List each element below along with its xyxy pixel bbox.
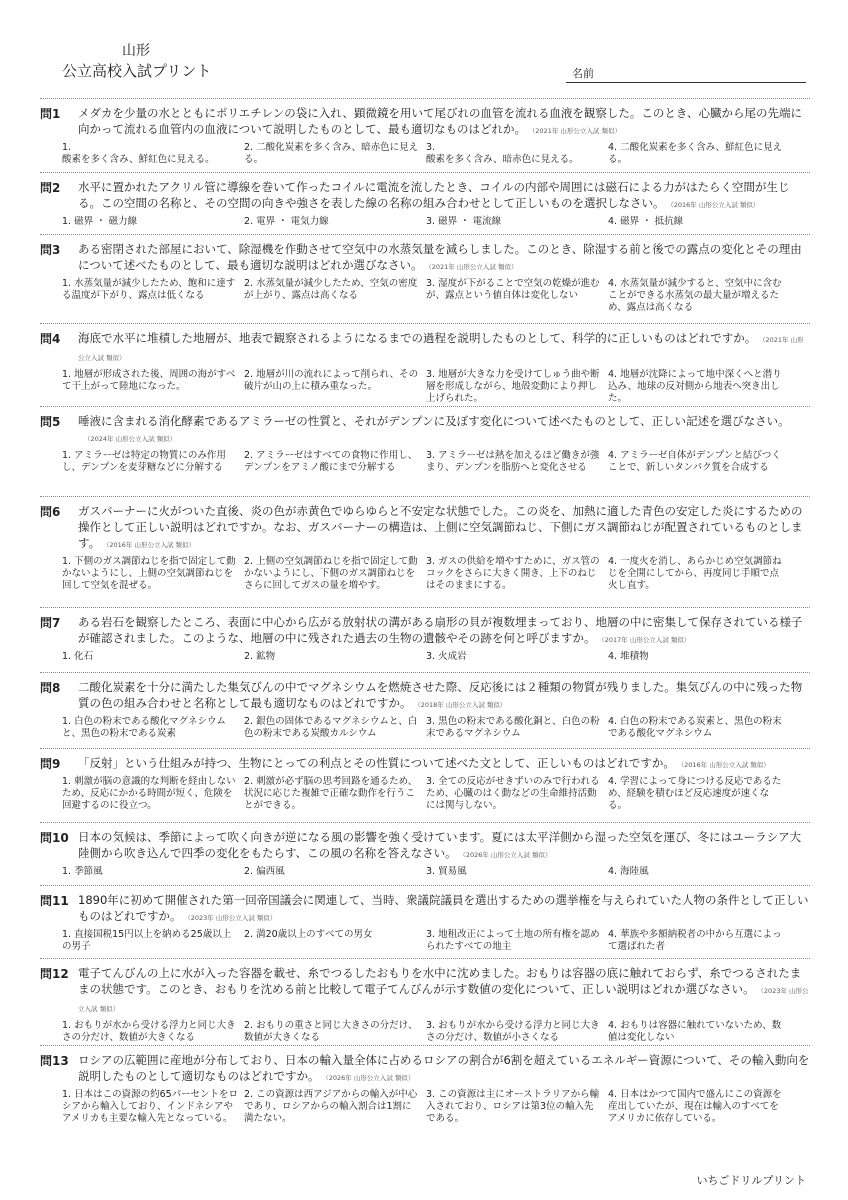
question-block xyxy=(40,323,810,405)
question-source: （2026年 山形公立入試 類似） xyxy=(462,851,552,859)
answer-choice[interactable]: 2. この資源は西アジアからの輸入が中心であり、ロシアからの輸入割合は1割に満たない。 xyxy=(244,1089,418,1124)
question-source: （2018年 山形公立入試 類似） xyxy=(417,701,507,709)
question-body: 「反射」という仕組みが持つ、生物にとっての利点とその性質について述べた文として、正しいものはどれですか。 xyxy=(78,756,675,770)
answer-choice[interactable]: 2. 銀色の固体であるマグネシウムと、白色の粉末である炭酸カルシウム xyxy=(244,716,418,739)
answer-choice[interactable]: 1. 下側のガス調節ねじを指で固定して動かないようにし、上側の空気調節ねじを回して空気を混ぜる。 xyxy=(62,556,236,591)
answer-choice[interactable]: 2. 地層が川の流れによって削られ、その破片が山の上に積み重なった。 xyxy=(244,369,419,392)
question-block xyxy=(40,672,810,740)
answer-choice[interactable]: 4. 華族や多額納税者の中から互選によって選ばれた者 xyxy=(608,929,782,952)
question-number: 問1 xyxy=(40,107,61,121)
answer-choice[interactable]: 2. 偏西風 xyxy=(244,866,285,877)
question-source: （2021年 山形公立入試 類似） xyxy=(532,127,621,135)
answer-choice[interactable]: 1. 刺激が脳の意識的な判断を経由しないため、反応にかかる時間が短く、危険を回避するのに役立つ。 xyxy=(62,776,236,811)
question-text xyxy=(78,330,810,366)
answer-choice[interactable]: 1. 日本はこの資源の約65パーセントをロシアから輸入しており、インドネシアやアメリカも主要な輸入先となっている。 xyxy=(62,1089,238,1124)
answer-choice[interactable]: 2. 鉱物 xyxy=(244,651,276,662)
answer-choice[interactable]: 2. 満20歳以上のすべての男女 xyxy=(244,929,373,940)
answer-choice[interactable]: 4. 日本はかつて国内で盛んにこの資源を産出していたが、現在は輸入のすべてをアメリカに依存している。 xyxy=(608,1089,782,1124)
question-number: 問7 xyxy=(40,616,61,630)
answer-choice[interactable]: 1. 白色の粉末である酸化マグネシウムと、黒色の粉末である炭素 xyxy=(62,716,226,739)
question-text xyxy=(78,1052,810,1086)
question-text xyxy=(78,679,810,713)
answer-choice[interactable]: 4. 堆積物 xyxy=(608,651,649,662)
question-number: 問12 xyxy=(40,967,69,981)
question-number: 問8 xyxy=(40,681,61,695)
choice-row xyxy=(62,556,810,592)
question-source: （2023年 山形公立入試 類似） xyxy=(187,914,277,922)
choice-row xyxy=(62,929,810,953)
answer-choice[interactable]: 1. 地層が形成された後、周囲の海がすべて干上がって陸地になった。 xyxy=(62,369,236,392)
answer-choice[interactable]: 1. 化石 xyxy=(62,651,94,662)
question-number: 問2 xyxy=(40,181,61,195)
answer-choice[interactable]: 3. 地層が大きな力を受けてしゅう曲や断層を形成しながら、地殻変動により押し上げられた。 xyxy=(426,369,600,404)
question-number: 問9 xyxy=(40,757,61,771)
answer-choice[interactable]: 3. 磁界 ・ 電流線 xyxy=(426,216,502,227)
answer-choice[interactable]: 3. 湿度が下がることで空気の乾燥が進むが、露点という値自体は変化しない xyxy=(426,278,600,301)
question-text xyxy=(78,413,810,447)
answer-choice[interactable]: 2. 刺激が必ず脳の思考回路を通るため、状況に応じた複雑で正確な動作を行うことができる。 xyxy=(244,776,418,811)
question-source: （2017年 山形公立入試 類似） xyxy=(601,636,691,644)
question-text xyxy=(78,892,810,926)
question-number: 問13 xyxy=(40,1054,69,1068)
question-body: 日本の気候は、季節によって吹く向きが逆になる風の影響を強く受けています。夏には太平洋側から湿った空気を運び、冬にはユーラシア大陸側から吹き込んで四季の変化をもたらす、この風の名称を答えなさい。 xyxy=(78,830,802,860)
answer-choice[interactable]: 4. アミラーゼ自体がデンプンと結びつくことで、新しいタンパク質を合成する xyxy=(608,450,781,473)
answer-choice[interactable]: 4. 二酸化炭素を多く含み、鮮紅色に見える。 xyxy=(608,142,783,165)
answer-choice[interactable]: 4. 一度火を消し、あらかじめ空気調節ねじを全開にしてから、再度同じ手順で点火し直す。 xyxy=(608,556,782,591)
name-label: 名前 xyxy=(572,67,594,80)
question-number: 問10 xyxy=(40,831,69,845)
answer-choice[interactable]: 3. おもりが水から受ける浮力と同じ大きさの分だけ、数値が小さくなる xyxy=(426,1020,600,1043)
answer-choice[interactable]: 2. 電界 ・ 電気力線 xyxy=(244,216,329,227)
question-number: 問11 xyxy=(40,894,69,908)
answer-choice[interactable]: 2. アミラーゼはすべての食物に作用し、デンプンをアミノ酸にまで分解する xyxy=(244,450,418,473)
answer-choice[interactable]: 3. ガスの供給を増やすために、ガス管のコックをさらに大きく開き、上下のねじはそのままにする。 xyxy=(426,556,600,591)
question-block xyxy=(40,748,810,812)
choice-row xyxy=(62,716,810,740)
answer-choice[interactable]: 4. おもりは容器に触れていないため、数値は変化しない xyxy=(608,1020,782,1043)
answer-choice[interactable]: 1. おもりが水から受ける浮力と同じ大きさの分だけ、数値が大きくなる xyxy=(62,1020,236,1043)
question-body: 電子てんびんの上に水が入った容器を載せ、糸でつるしたおもりを水中に沈めました。おもりは容器の底に触れておらず、糸でつるされたままの状態です。このとき、おもりを沈める前と比較して電子てんびんが示す数値の変化について、正しい説明はどれか選びなさい。 xyxy=(78,966,802,996)
question-source: （2021年 山形公立入試 類似） xyxy=(78,336,804,362)
answer-choice[interactable]: 3. アミラーゼは熱を加えるほど働きが強まり、デンプンを脂肪へと変化させる xyxy=(426,450,600,473)
question-text xyxy=(78,965,810,1017)
answer-choice[interactable]: 3. 貿易風 xyxy=(426,866,467,877)
question-block xyxy=(40,607,810,663)
prefecture-label: 山形 xyxy=(122,43,150,59)
choice-row xyxy=(62,142,810,166)
question-text xyxy=(78,503,810,553)
question-body: メダカを少量の水とともにポリエチレンの袋に入れ、顕微鏡を用いて尾びれの血管を流れる血液を観察した。このとき、心臓から尾の先端に向かって流れる血管内の血液について説明したものとして、最も適切なものはどれか。 xyxy=(78,106,802,136)
question-number: 問5 xyxy=(40,415,61,429)
choice-row xyxy=(62,1020,810,1044)
footer-brand: いちごドリルプリント xyxy=(696,1174,806,1187)
question-source: （2024年 山形公立入試 類似） xyxy=(84,435,177,443)
question-block xyxy=(40,885,810,953)
question-body: ある密閉された部屋において、除湿機を作動させて空気中の水蒸気量を減らしました。このとき、除湿する前と後での露点の変化とその理由について述べたものとして、最も適切な説明はどれか選びなさい。 xyxy=(78,242,802,272)
question-block xyxy=(40,172,810,228)
choice-row xyxy=(62,369,810,405)
question-source: （2021年 山形公立入試 類似） xyxy=(428,263,518,271)
page-title: 公立高校入試プリント xyxy=(62,62,212,80)
question-number: 問6 xyxy=(40,505,61,519)
choice-row xyxy=(62,866,810,878)
choice-row xyxy=(62,776,810,812)
question-source: （2016年 山形公立入試 類似） xyxy=(670,201,760,209)
question-block xyxy=(40,822,810,878)
answer-choice[interactable]: 3. 酸素を多く含み、暗赤色に見える。 xyxy=(426,142,579,165)
answer-choice[interactable]: 1. 水蒸気量が減少したため、飽和に達する温度が下がり、露点は低くなる xyxy=(62,278,236,301)
question-source: （2026年 山形公立入試 類似） xyxy=(325,1074,415,1082)
answer-choice[interactable]: 1. 直接国税15円以上を納める25歳以上の男子 xyxy=(62,929,232,952)
question-block xyxy=(40,234,810,314)
question-text xyxy=(78,829,810,863)
question-number: 問3 xyxy=(40,243,61,257)
question-block xyxy=(40,98,810,166)
question-text xyxy=(78,105,810,139)
question-body: ガスバーナーに火がついた直後、炎の色が赤黄色でゆらゆらと不安定な状態でした。この炎を、加熱に適した青色の安定した炎にするための操作として正しい説明はどれですか。なお、ガスバーナーの構造は、上側に空気調節ねじ、下側にガス調節ねじが配置されているものとします。 xyxy=(78,504,803,550)
question-text xyxy=(78,755,810,773)
answer-choice[interactable]: 1. アミラーゼは特定の物質にのみ作用し、デンプンを麦芽糖などに分解する xyxy=(62,450,226,473)
choice-row xyxy=(62,651,810,663)
answer-choice[interactable]: 2. 二酸化炭素を多く含み、暗赤色に見える。 xyxy=(244,142,419,165)
answer-choice[interactable]: 4. 水蒸気量が減少すると、空気中に含むことができる水蒸気の最大量が増えるため、露点は高くなる xyxy=(608,278,782,313)
answer-choice[interactable]: 4. 海陸風 xyxy=(608,866,649,877)
question-body: 海底で水平に堆積した地層が、地表で観察されるようになるまでの過程を説明したものとして、科学的に正しいものはどれですか。 xyxy=(78,331,757,345)
question-source: （2023年 山形公立入試 類似） xyxy=(78,987,809,1013)
question-body: ある岩石を観察したところ、表面に中心から広がる放射状の溝がある扇形の貝が複数埋まっており、地層の中に密集して保存されている様子が確認されました。このような、地層の中に残された過去の生物の遺骸やその跡を何と呼びますか。 xyxy=(78,615,803,645)
answer-choice[interactable]: 3. 全ての反応がせきずいのみで行われるため、心臓のはく動などの生命維持活動には関与しない。 xyxy=(426,776,600,811)
question-block xyxy=(40,496,810,592)
choice-row xyxy=(62,450,810,474)
question-source: （2016年 山形公立入試 類似） xyxy=(680,761,770,769)
question-body: 二酸化炭素を十分に満たした集気びんの中でマグネシウムを燃焼させた際、反応後には２種類の物質が残りました。集気びんの中に残った物質の色の組み合わせと名称として最も適切なものはどれですか。 xyxy=(78,680,803,710)
question-body: 唾液に含まれる消化酵素であるアミラーゼの性質と、それがデンプンに及ぼす変化について述べたものとして、正しい記述を選びなさい。 xyxy=(78,414,790,428)
question-text xyxy=(78,614,810,648)
answer-choice[interactable]: 3. 火成岩 xyxy=(426,651,467,662)
answer-choice[interactable]: 1. 酸素を多く含み、鮮紅色に見える。 xyxy=(62,142,215,165)
question-text xyxy=(78,179,810,213)
question-text xyxy=(78,241,810,275)
answer-choice[interactable]: 2. 水蒸気量が減少したため、空気の密度が上がり、露点は高くなる xyxy=(244,278,418,301)
question-body: 水平に置かれたアクリル管に導線を巻いて作ったコイルに電流を流したとき、コイルの内部や周囲には磁石による力がはたらく空間が生じる。この空間の名称と、その空間の向きや強さを表した線の名称の組み合わせとして正しいものを選択しなさい。 xyxy=(78,180,790,210)
choice-row xyxy=(62,216,810,228)
name-field[interactable] xyxy=(566,62,806,83)
question-block xyxy=(40,958,810,1044)
answer-choice[interactable]: 1. 季節風 xyxy=(62,866,103,877)
question-block xyxy=(40,406,810,474)
choice-row xyxy=(62,278,810,314)
question-block xyxy=(40,1045,810,1125)
question-body: ロシアの広範囲に産地が分布しており、日本の輸入量全体に占めるロシアの割合が6割を超えているエネルギー資源について、その輸入動向を説明したものとして適切なものはどれですか。 xyxy=(78,1053,810,1083)
answer-choice[interactable]: 4. 地層が沈降によって地中深くへと潜り込み、地球の反対側から地表へ突き出した。 xyxy=(608,369,782,404)
answer-choice[interactable]: 1. 磁界 ・ 磁力線 xyxy=(62,216,138,227)
answer-choice[interactable]: 3. この資源は主にオーストラリアから輸入されており、ロシアは第3位の輸入先である。 xyxy=(426,1089,600,1124)
answer-choice[interactable]: 2. おもりの重さと同じ大きさの分だけ、数値が大きくなる xyxy=(244,1020,418,1043)
question-source: （2016年 山形公立入試 類似） xyxy=(106,541,196,549)
choice-row xyxy=(62,1089,810,1125)
answer-choice[interactable]: 4. 白色の粉末である炭素と、黒色の粉末である酸化マグネシウム xyxy=(608,716,782,739)
answer-choice[interactable]: 3. 地租改正によって土地の所有権を認められたすべての地主 xyxy=(426,929,600,952)
header xyxy=(0,0,848,100)
question-body: 1890年に初めて開催された第一回帝国議会に関連して、当時、衆議院議員を選出するための選挙権を与えられていた人物の条件として正しいものはどれですか。 xyxy=(78,893,809,923)
answer-choice[interactable]: 4. 学習によって身につける反応であるため、経験を積むほど反応速度が速くなる。 xyxy=(608,776,782,811)
question-number: 問4 xyxy=(40,332,61,346)
answer-choice[interactable]: 2. 上側の空気調節ねじを指で固定して動かないようにし、下側のガス調節ねじをさらに回してガスの量を増やす。 xyxy=(244,556,418,591)
answer-choice[interactable]: 4. 磁界 ・ 抵抗線 xyxy=(608,216,684,227)
answer-choice[interactable]: 3. 黒色の粉末である酸化銅と、白色の粉末であるマグネシウム xyxy=(426,716,600,739)
